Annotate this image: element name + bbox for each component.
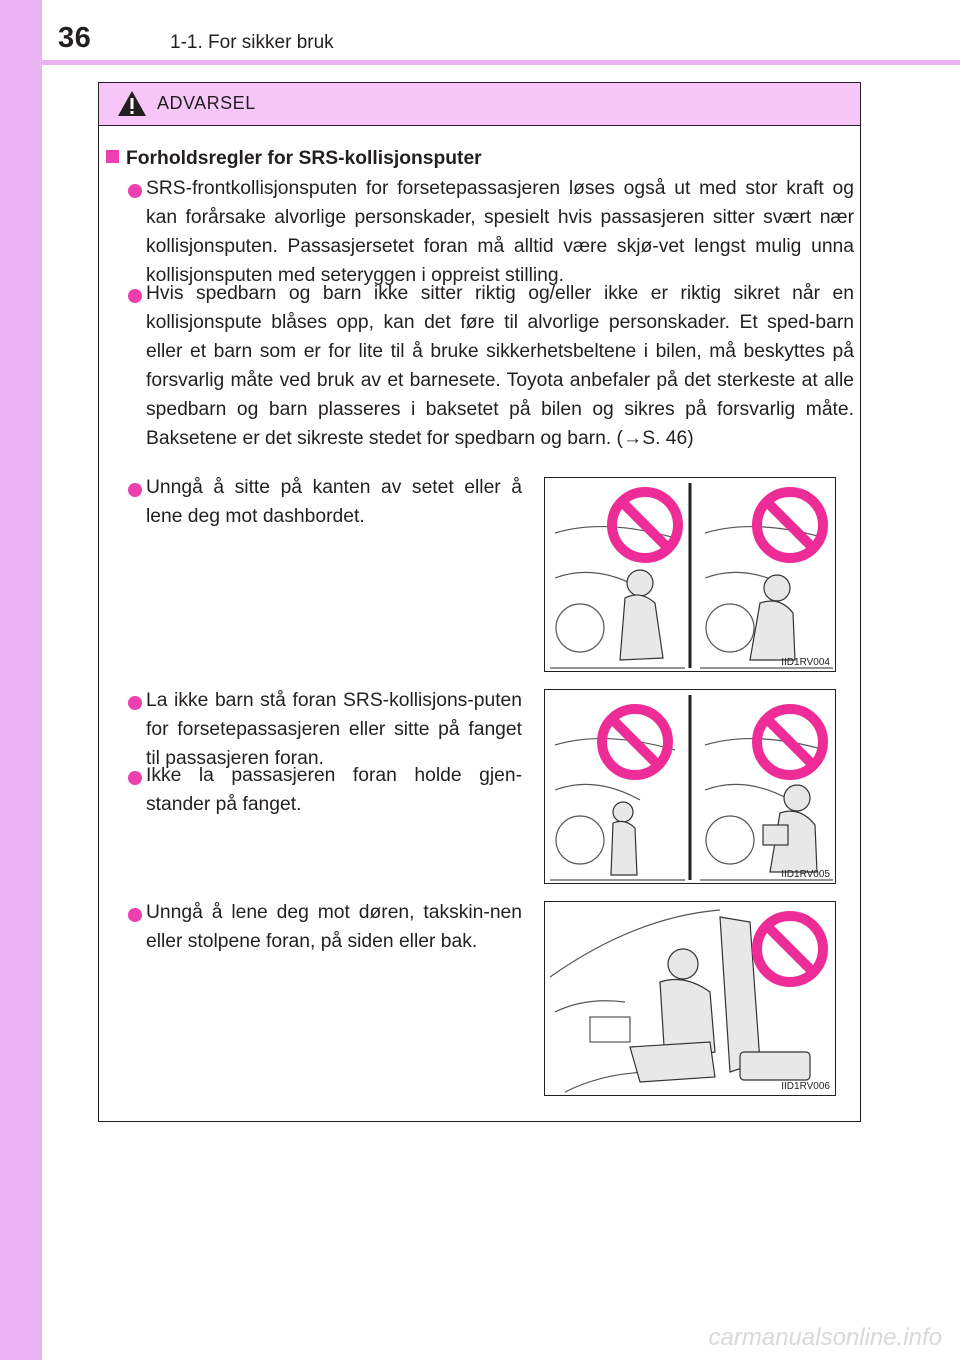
square-bullet-icon	[106, 150, 119, 163]
page-number: 36	[58, 22, 92, 54]
prohibition-icon	[612, 492, 678, 558]
illustration-child-front	[544, 689, 836, 884]
item-2: La ikke barn stå foran SRS-kollisjons-puten for forsetepassasjeren eller sitte på fanget til passasjeren foran.	[146, 690, 522, 769]
item-3: Ikke la passasjeren foran holde gjen-stander på fanget.	[146, 765, 522, 815]
warning-header	[99, 83, 860, 126]
item-1: Unngå å sitte på kanten av setet eller å lene deg mot dashbordet.	[146, 477, 522, 527]
bullet-icon	[128, 289, 142, 303]
section-title: 1-1. For sikker bruk	[170, 32, 334, 53]
bullet-icon	[128, 908, 142, 922]
bullet-icon	[128, 771, 142, 785]
warning-label: ADVARSEL	[157, 93, 256, 113]
header-rule	[42, 60, 960, 65]
section-heading: Forholdsregler for SRS-kollisjonsputer	[106, 144, 482, 173]
illustration-sitting-edge	[544, 477, 836, 672]
illustration-code: IID1RV006	[781, 1081, 830, 1092]
item-4: Unngå å lene deg mot døren, takskin-nen eller stolpene foran, på siden eller bak.	[146, 902, 522, 952]
warning-triangle-icon	[117, 90, 147, 122]
watermark: carmanualsonline.info	[708, 1324, 942, 1351]
prohibition-icon	[602, 709, 668, 775]
illustration-leaning-door	[544, 901, 836, 1096]
bullet-icon	[128, 483, 142, 497]
paragraph-2: Hvis spedbarn og barn ikke sitter riktig og/eller ikke er riktig sikret når en kollisjonspute blåses opp, kan det føre til alvorlige personskader. Et sped-barn eller et barn som er for lite til å bruke sikkerhetsbeltene i bilen, må beskyttes på forsvarlig måte ved bruk av et barnesete. Toyota anbefaler på det sterkeste at alle spedbarn og barn plasseres i baksetet på bilen og sikres på forsvarlig måte. Baksetene er det sikreste stedet for spedbarn og barn. (→S. 46)	[146, 283, 854, 449]
paragraph-1: SRS-frontkollisjonsputen for forsetepassasjeren løses også ut med stor kraft og kan forårsake alvorlige personskader, spesielt hvis passasjeren sitter svært nær kollisjonsputen. Passasjersetet foran må alltid være skjø-vet lengst mulig unna kollisjonsputen med seteryggen i oppreist stilling.	[146, 178, 854, 286]
illustration-code: IID1RV005	[781, 869, 830, 880]
illustration-code: IID1RV004	[781, 657, 830, 668]
prohibition-icon	[757, 709, 823, 775]
bullet-icon	[128, 696, 142, 710]
prohibition-icon	[757, 916, 823, 982]
bullet-icon	[128, 184, 142, 198]
side-tab-strip	[0, 0, 42, 1360]
prohibition-icon	[757, 492, 823, 558]
